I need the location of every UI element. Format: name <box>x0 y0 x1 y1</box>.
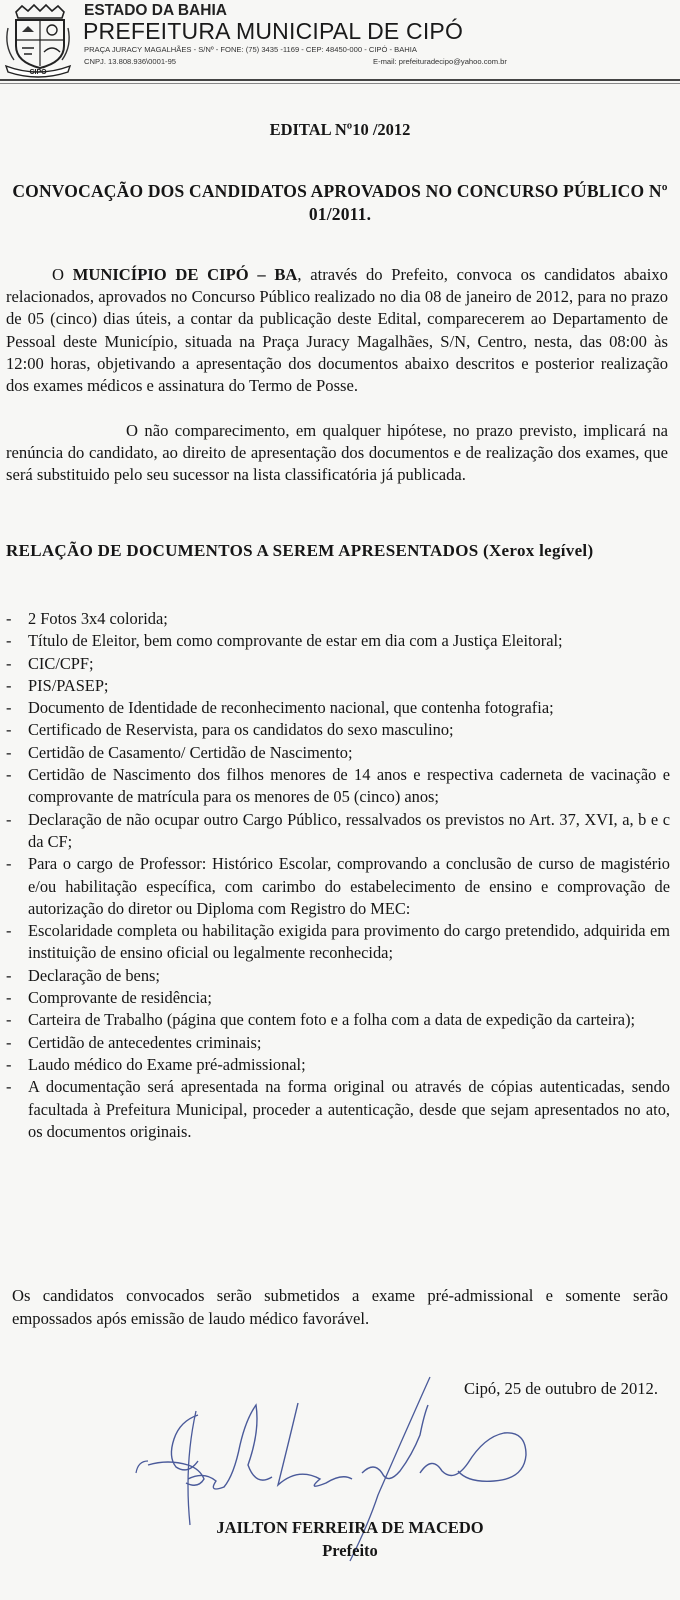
list-item: - Escolaridade completa ou habilitação exigida para provimento do cargo pretendido, adquirida em instituição de ensino oficial ou legalmente reconhecida; <box>6 920 670 965</box>
letterhead-email: E-mail: prefeituradecipo@yahoo.com.br <box>373 57 507 66</box>
convocation-title: CONVOCAÇÃO DOS CANDIDATOS APROVADOS NO CONCURSO PÚBLICO Nº 01/2011. <box>12 181 668 224</box>
paragraph-body: , através do Prefeito, convoca os candidatos abaixo relacionados, aprovados no Concurso Público realizado no dia 08 de janeiro de 2012, para no prazo de 05 (cinco) dias úteis, a contar da publicação deste Edital, comparecerem ao Departamento de Pessoal deste Município, situada na Praça Juracy Magalhães, S/N, Centro, nesta, das 08:00 às 12:00 horas, objetivando a apresentação dos documentos abaixo descritos e posterior realização dos exames médicos e assinatura do Termo de Posse. <box>6 265 668 396</box>
signatory-role: Prefeito <box>322 1541 378 1560</box>
seal-label: CIPÓ <box>29 69 47 76</box>
paragraph-absence-text: O não comparecimento, em qualquer hipótese, no prazo previsto, implicará na renúncia do candidato, ao direito de apresentação dos documentos e de realização dos exames, que será substituido pelo seu sucessor na lista classificatória já publicada. <box>6 421 668 485</box>
list-item: - Declaração de não ocupar outro Cargo Público, ressalvados os previstos no Art. 37, XVI, a, b e c da CF; <box>6 809 670 854</box>
list-item: - Certidão de Nascimento dos filhos menores de 14 anos e respectiva caderneta de vacinação e comprovante de matrícula para os menores de 05 (cinco) anos; <box>6 764 670 809</box>
letterhead-cnpj: CNPJ. 13.808.936\0001-95 <box>84 57 177 66</box>
letterhead-address: PRAÇA JURACY MAGALHÃES - S/Nº - FONE: (75) 3435 -1169 - CEP: 48450-000 - CIPÓ - BAHIA <box>84 45 417 54</box>
documents-list <box>6 608 670 1143</box>
closing-paragraph: Os candidatos convocados serão submetidos a exame pré-admissional e somente serão empossados após emissão de laudo médico favorável. <box>12 1286 668 1328</box>
list-item: - Título de Eleitor, bem como comprovante de estar em dia com a Justiça Eleitoral; <box>6 630 670 652</box>
list-item: - CIC/CPF; <box>6 653 670 675</box>
list-item: - Laudo médico do Exame pré-admissional; <box>6 1054 670 1076</box>
list-item: - Documento de Identidade de reconhecimento nacional, que contenha fotografia; <box>6 697 670 719</box>
letterhead-divider-thin <box>0 83 680 84</box>
signatory-name: JAILTON FERREIRA DE MACEDO <box>216 1518 484 1537</box>
list-item: - Comprovante de residência; <box>6 987 670 1009</box>
list-item: - Certidão de Casamento/ Certidão de Nascimento; <box>6 742 670 764</box>
letterhead <box>0 0 680 84</box>
list-item: - PIS/PASEP; <box>6 675 670 697</box>
coat-of-arms-icon <box>2 2 74 78</box>
list-item: - Certidão de antecedentes criminais; <box>6 1032 670 1054</box>
list-item: - Certificado de Reservista, para os candidatos do sexo masculino; <box>6 719 670 741</box>
paragraph-convocation <box>6 264 668 397</box>
paragraph-absence <box>6 420 668 487</box>
municipality-name: MUNICÍPIO DE CIPÓ – BA <box>72 265 298 284</box>
list-item: - Para o cargo de Professor: Histórico Escolar, comprovando a conclusão de curso de magistério e/ou habilitação específica, com carimbo do estabelecimento de ensino e comprovação de autorização do diretor ou Diploma com Registro do MEC: <box>6 853 670 920</box>
documents-section-title: RELAÇÃO DE DOCUMENTOS A SEREM APRESENTADOS (Xerox legível) <box>6 541 594 560</box>
list-item: - Carteira de Trabalho (página que contem foto e a folha com a data de expedição da carteira); <box>6 1009 670 1031</box>
letterhead-state: ESTADO DA BAHIA <box>84 2 227 19</box>
document-date: Cipó, 25 de outubro de 2012. <box>463 1379 658 1398</box>
list-item: - A documentação será apresentada na forma original ou através de cópias autenticadas, sendo facultada à Prefeitura Municipal, proceder a autenticação, desde que sejam apresentados no ato, os documentos originais. <box>6 1076 670 1143</box>
list-item: - Declaração de bens; <box>6 965 670 987</box>
letterhead-prefecture: PREFEITURA MUNICIPAL DE CIPÓ <box>83 18 464 44</box>
edital-title: EDITAL Nº10 /2012 <box>269 120 411 139</box>
letterhead-divider <box>0 79 680 81</box>
list-item: - 2 Fotos 3x4 colorida; <box>6 608 670 630</box>
paragraph-lead: O <box>52 265 73 284</box>
